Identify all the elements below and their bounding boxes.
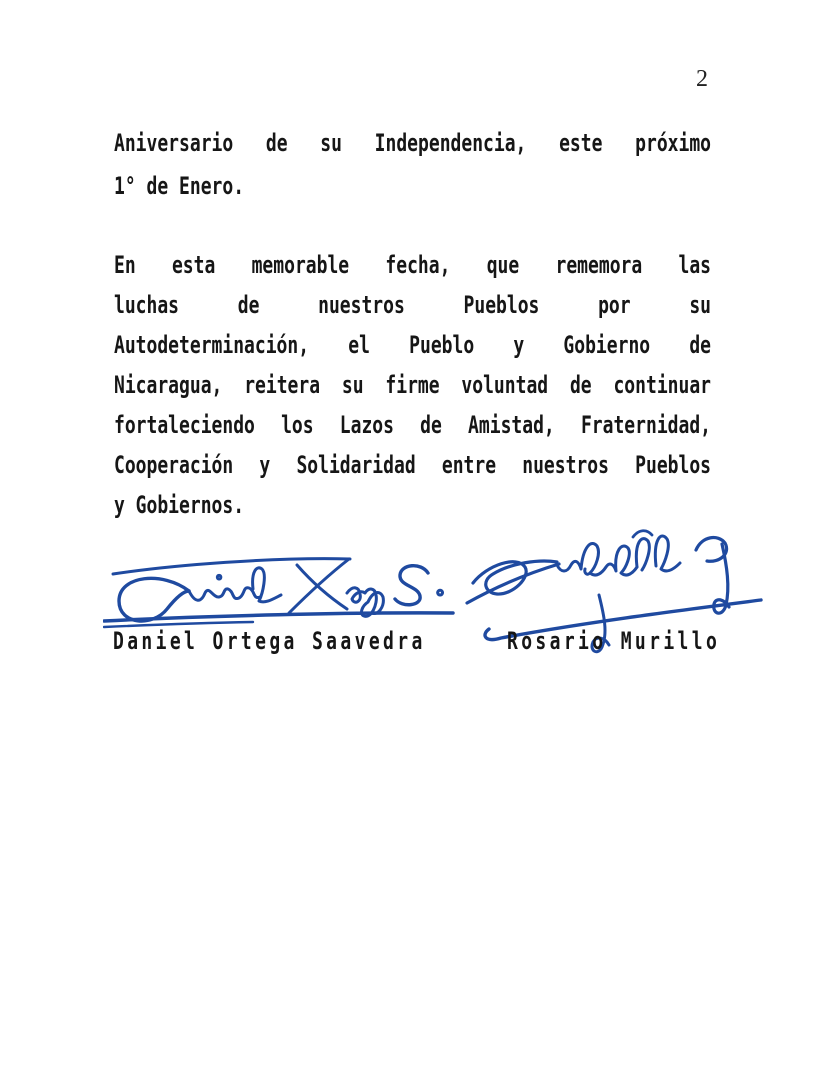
page-number: 2 [696, 66, 708, 92]
text-line: Aniversario de su Independencia, este próximo [114, 129, 711, 157]
text-line: fortaleciendo los Lazos de Amistad, Fraternidad, [114, 411, 711, 439]
text-line: y Gobiernos. [114, 491, 245, 519]
paragraph-2 [114, 245, 711, 525]
text-line: En esta memorable fecha, que rememora las [114, 251, 711, 279]
signatory-name-murillo: Rosario Murillo [507, 627, 721, 655]
text-line: Nicaragua, reitera su firme voluntad de continuar [114, 371, 711, 399]
signatory-name-ortega: Daniel Ortega Saavedra [113, 627, 426, 655]
text-line: Cooperación y Solidaridad entre nuestros Pueblos [114, 451, 711, 479]
text-line: 1° de Enero. [114, 172, 245, 200]
ortega-signature-icon [103, 543, 458, 635]
ortega-signature-strokes [104, 559, 453, 627]
text-line: Autodeterminación, el Pueblo y Gobierno de [114, 331, 711, 359]
text-line: luchas de nuestros Pueblos por su [114, 291, 711, 319]
paragraph-1 [114, 122, 711, 208]
